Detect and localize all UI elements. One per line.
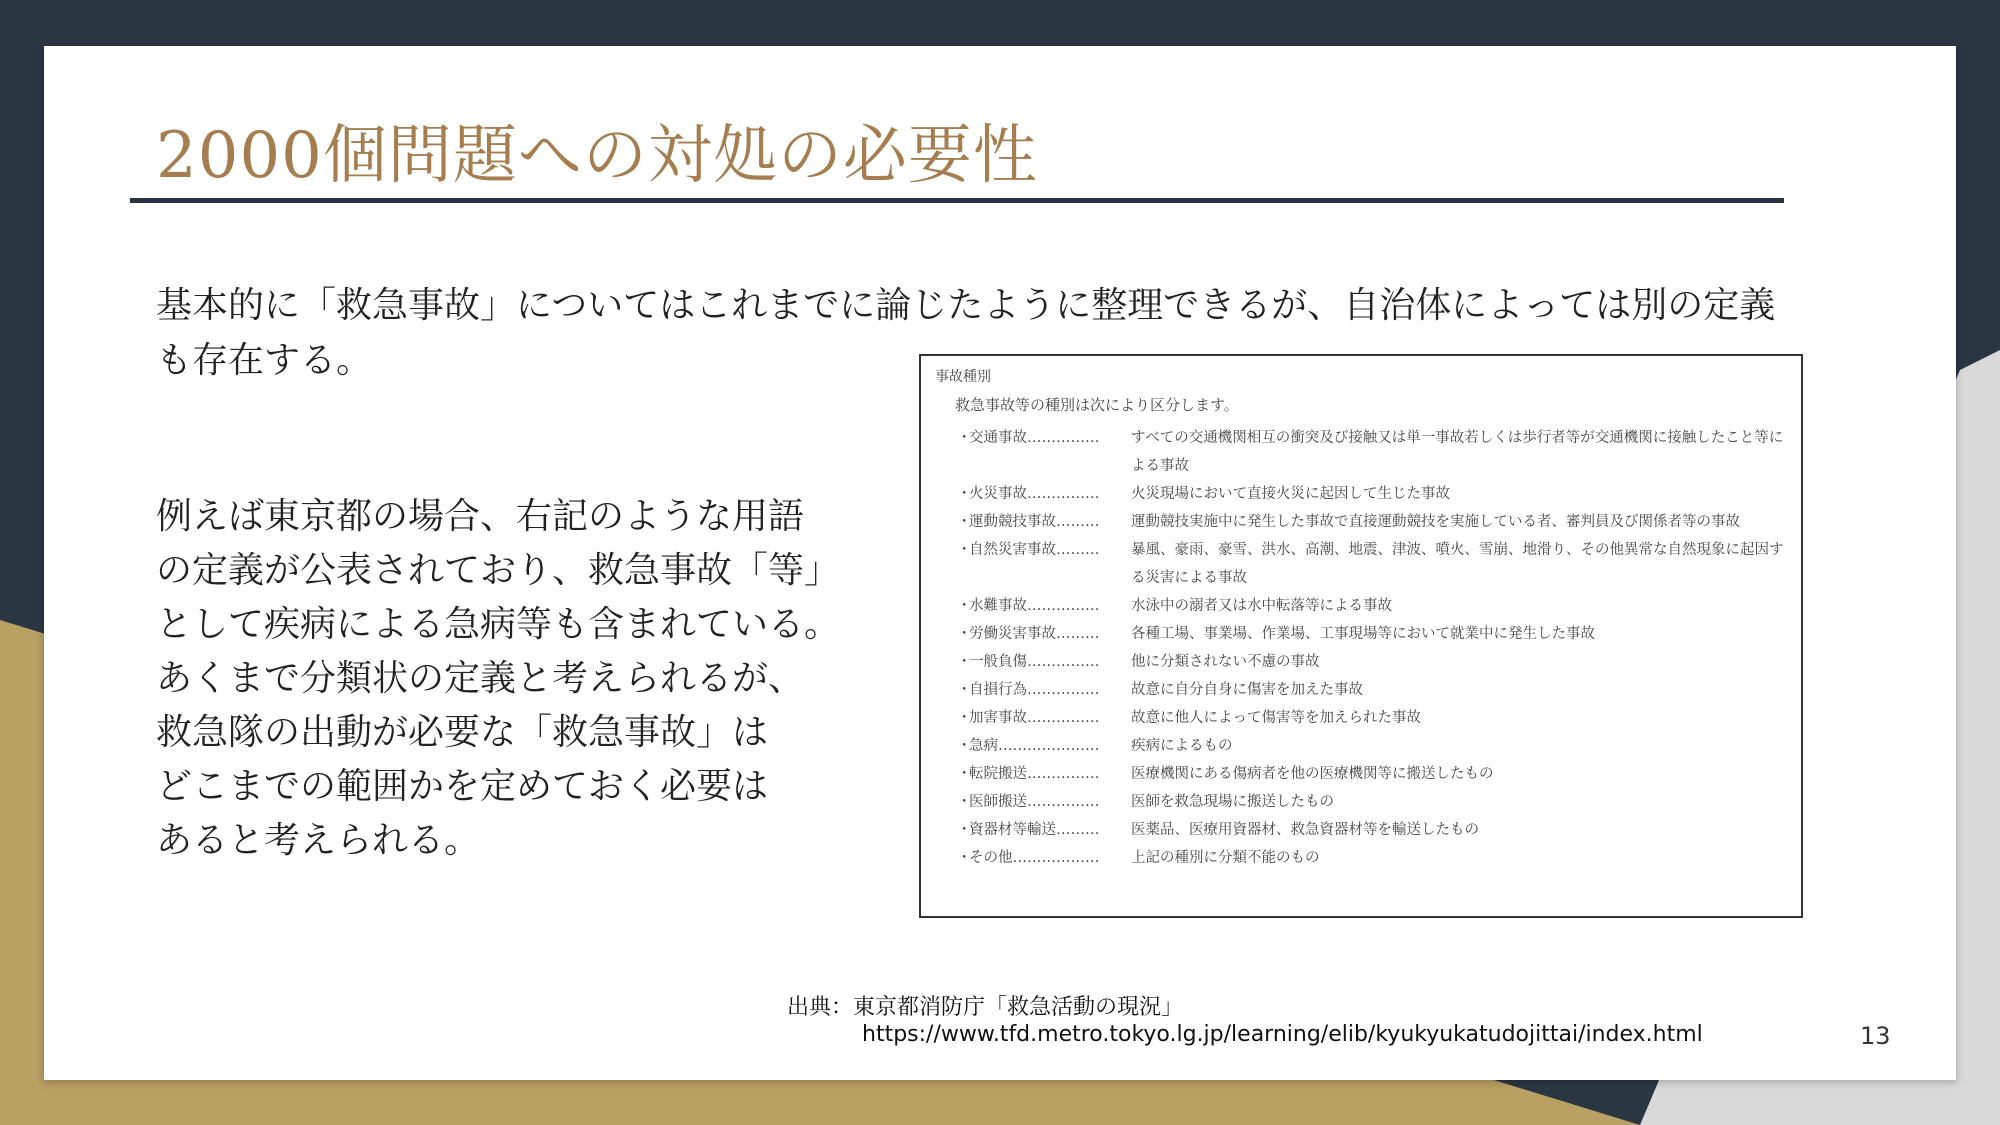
definition-text: 医師を救急現場に搬送したもの bbox=[1131, 794, 1334, 810]
bullet-icon: ・ bbox=[957, 822, 972, 838]
slide-title: 2000個問題への対処の必要性 bbox=[156, 119, 1038, 193]
definition-text: 運動競技実施中に発生した事故で直接運動競技を実施している者、審判員及び関係者等の事故 bbox=[1131, 514, 1740, 530]
paragraph-line: として疾病による急病等も含まれている。 bbox=[156, 604, 841, 645]
bullet-icon: ・ bbox=[957, 766, 972, 782]
term-label: 一般負傷…………… bbox=[969, 654, 1100, 670]
title-underline bbox=[130, 198, 1784, 203]
definition-term bbox=[957, 760, 1131, 788]
definition-term bbox=[957, 732, 1131, 760]
definition-text: 暴風、豪雨、豪雪、洪水、高潮、地震、津波、噴火、雪崩、地滑り、その他異常な自然現象に起因する災害による事故 bbox=[1131, 542, 1784, 586]
definition-text: 故意に他人によって傷害等を加えられた事故 bbox=[1131, 710, 1421, 726]
paragraph-line: 例えば東京都の場合、右記のような用語 bbox=[156, 496, 805, 537]
body-paragraph bbox=[156, 490, 936, 868]
definition-term bbox=[957, 592, 1131, 620]
definition-term bbox=[957, 424, 1131, 480]
term-label: 運動競技事故……… bbox=[969, 514, 1100, 530]
definition-text: すべての交通機関相互の衝突及び接触又は単一事故若しくは歩行者等が交通機関に接触したこと等による事故 bbox=[1131, 430, 1784, 474]
definition-text: 医薬品、医療用資器材、救急資器材等を輸送したもの bbox=[1131, 822, 1479, 838]
definition-row bbox=[957, 508, 1787, 536]
definition-row bbox=[957, 732, 1787, 760]
definition-term bbox=[957, 704, 1131, 732]
term-label: 資器材等輸送……… bbox=[969, 822, 1100, 838]
definition-row bbox=[957, 788, 1787, 816]
definition-term bbox=[957, 788, 1131, 816]
bullet-icon: ・ bbox=[957, 850, 972, 866]
accident-type-definition-figure bbox=[919, 354, 1803, 918]
definition-text: 他に分類されない不慮の事故 bbox=[1131, 654, 1320, 670]
definition-row bbox=[957, 536, 1787, 592]
definition-row bbox=[957, 424, 1787, 480]
definition-text: 故意に自分自身に傷害を加えた事故 bbox=[1131, 682, 1363, 698]
definition-row bbox=[957, 648, 1787, 676]
definition-text: 水泳中の溺者又は水中転落等による事故 bbox=[1131, 598, 1392, 614]
definition-text: 疾病によるもの bbox=[1131, 738, 1233, 754]
definition-text: 上記の種別に分類不能のもの bbox=[1131, 850, 1320, 866]
bullet-icon: ・ bbox=[957, 430, 972, 446]
paragraph-line: 救急隊の出動が必要な「救急事故」は bbox=[156, 712, 769, 753]
bullet-icon: ・ bbox=[957, 598, 972, 614]
bullet-icon: ・ bbox=[957, 738, 972, 754]
term-label: 転院搬送…………… bbox=[969, 766, 1100, 782]
bullet-icon: ・ bbox=[957, 682, 972, 698]
definition-term bbox=[957, 620, 1131, 648]
bullet-icon: ・ bbox=[957, 514, 972, 530]
term-label: 労働災害事故……… bbox=[969, 626, 1100, 642]
term-label: 自然災害事故……… bbox=[969, 542, 1100, 558]
term-label: 加害事故…………… bbox=[969, 710, 1100, 726]
term-label: 急病………………… bbox=[969, 738, 1100, 754]
term-label: 医師搬送…………… bbox=[969, 794, 1100, 810]
paragraph-line: どこまでの範囲かを定めておく必要は bbox=[156, 766, 769, 807]
definition-row bbox=[957, 676, 1787, 704]
definition-row bbox=[957, 704, 1787, 732]
definition-text: 各種工場、事業場、作業場、工事現場等において就業中に発生した事故 bbox=[1131, 626, 1595, 642]
bullet-icon: ・ bbox=[957, 486, 972, 502]
bullet-icon: ・ bbox=[957, 654, 972, 670]
figure-subheading: 救急事故等の種別は次により区分します。 bbox=[955, 396, 1239, 414]
bullet-icon: ・ bbox=[957, 626, 972, 642]
definition-row bbox=[957, 592, 1787, 620]
definition-list bbox=[957, 424, 1787, 872]
bullet-icon: ・ bbox=[957, 542, 972, 558]
term-label: 自損行為…………… bbox=[969, 682, 1100, 698]
definition-row bbox=[957, 816, 1787, 844]
definition-row bbox=[957, 760, 1787, 788]
definition-text: 医療機関にある傷病者を他の医療機関等に搬送したもの bbox=[1131, 766, 1494, 782]
definition-term bbox=[957, 536, 1131, 592]
definition-term bbox=[957, 508, 1131, 536]
definition-term bbox=[957, 676, 1131, 704]
source-url[interactable]: https://www.tfd.metro.tokyo.lg.jp/learning/elib/kyukyukatudojittai/index.html bbox=[862, 1022, 1703, 1047]
definition-row bbox=[957, 844, 1787, 872]
source-label: 出典：東京都消防庁「救急活動の現況」 bbox=[787, 995, 1184, 1020]
bullet-icon: ・ bbox=[957, 710, 972, 726]
definition-term bbox=[957, 816, 1131, 844]
figure-heading: 事故種別 bbox=[935, 369, 991, 385]
intro-text: 基本的に「救急事故」についてはこれまでに論じたように整理できるが、自治体によっては別の定義も存在する。 bbox=[156, 285, 1776, 381]
definition-term bbox=[957, 648, 1131, 676]
paragraph-line: あくまで分類状の定義と考えられるが、 bbox=[156, 658, 805, 699]
term-label: 水難事故…………… bbox=[969, 598, 1100, 614]
term-label: その他……………… bbox=[969, 850, 1100, 866]
term-label: 交通事故…………… bbox=[969, 430, 1100, 446]
definition-row bbox=[957, 480, 1787, 508]
definition-term bbox=[957, 844, 1131, 872]
definition-row bbox=[957, 620, 1787, 648]
paragraph-line: の定義が公表されており、救急事故「等」 bbox=[156, 550, 841, 591]
definition-text: 火災現場において直接火災に起因して生じた事故 bbox=[1131, 486, 1450, 502]
definition-term bbox=[957, 480, 1131, 508]
paragraph-line: あると考えられる。 bbox=[156, 820, 481, 861]
bullet-icon: ・ bbox=[957, 794, 972, 810]
term-label: 火災事故…………… bbox=[969, 486, 1100, 502]
page-number: 13 bbox=[1860, 1022, 1891, 1050]
